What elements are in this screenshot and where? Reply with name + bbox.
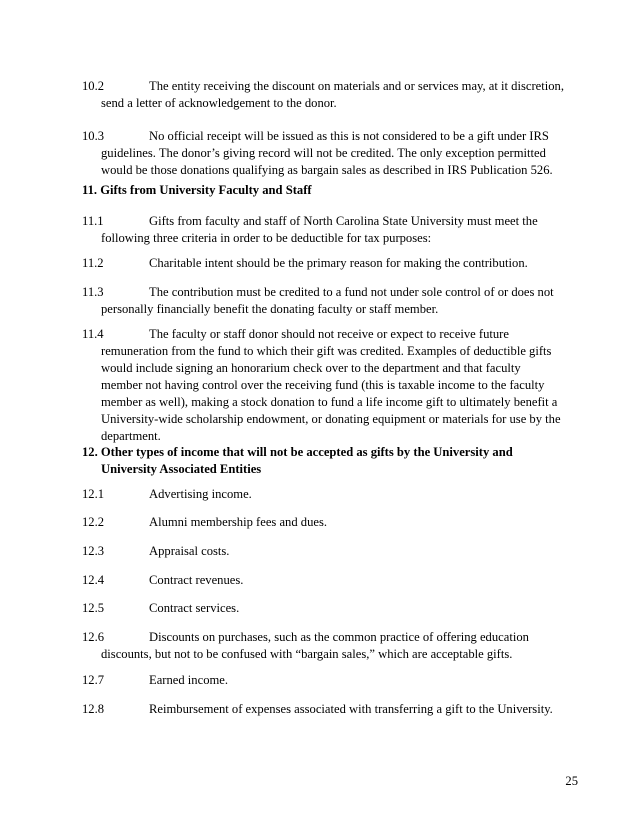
item-text: Appraisal costs.: [149, 544, 230, 558]
section-heading-text: 11. Gifts from University Faculty and Staff: [82, 183, 312, 197]
item-number: 11.4: [82, 327, 104, 341]
section-item-10-3: [82, 128, 582, 179]
item-text: Advertising income.: [149, 487, 252, 501]
section-item-12-1: [82, 486, 582, 503]
item-number: 12.1: [82, 487, 105, 501]
item-text-continued: would include signing an honorarium check over to the department and that faculty: [101, 361, 521, 375]
item-number: 11.1: [82, 214, 104, 228]
item-text: The contribution must be credited to a fund not under sole control of or does not: [149, 285, 554, 299]
item-text: Alumni membership fees and dues.: [149, 515, 328, 529]
section-item-12-3: [82, 543, 582, 560]
section-heading-12: [82, 444, 582, 478]
section-heading-text: 12. Other types of income that will not be accepted as gifts by the University and: [82, 445, 513, 459]
item-text-continued: personally financially benefit the donating faculty or staff member.: [101, 302, 439, 316]
item-text-continued: discounts, but not to be confused with “bargain sales,” which are acceptable gifts.: [101, 647, 513, 661]
item-number: 10.3: [82, 129, 105, 143]
item-text-continued: remuneration from the fund to which their gift was credited. Examples of deductible gifts: [101, 344, 552, 358]
item-text-continued: guidelines. The donor’s giving record will not be credited. The only exception permitted: [101, 146, 546, 160]
item-text: The entity receiving the discount on materials and or services may, at it discretion,: [149, 79, 564, 93]
page-number: 25: [565, 774, 578, 788]
item-text-continued: University-wide scholarship endowment, or donating equipment or materials for use by the: [101, 412, 561, 426]
section-item-11-4: [82, 326, 582, 445]
item-text: Gifts from faculty and staff of North Carolina State University must meet the: [149, 214, 538, 228]
section-heading-11: [82, 182, 582, 199]
section-item-12-5: [82, 600, 582, 617]
item-number: 12.5: [82, 601, 105, 615]
item-number: 10.2: [82, 79, 105, 93]
item-text-continued: send a letter of acknowledgement to the donor.: [101, 96, 337, 110]
section-item-12-4: [82, 572, 582, 589]
item-text-continued: member not having control over the receiving fund (this is taxable income to the faculty: [101, 378, 545, 392]
section-item-11-3: [82, 284, 582, 318]
item-number: 12.3: [82, 544, 105, 558]
section-item-10-2: [82, 78, 582, 112]
section-item-12-8: [82, 701, 582, 718]
section-item-11-2: [82, 255, 582, 272]
item-number: 12.4: [82, 573, 105, 587]
item-number: 12.6: [82, 630, 105, 644]
item-text: Contract services.: [149, 601, 240, 615]
section-item-11-1: [82, 213, 582, 247]
item-text-continued: following three criteria in order to be deductible for tax purposes:: [101, 231, 432, 245]
item-text: Discounts on purchases, such as the common practice of offering education: [149, 630, 529, 644]
section-item-12-2: [82, 514, 582, 531]
item-number: 12.2: [82, 515, 105, 529]
item-text: Earned income.: [149, 673, 229, 687]
item-number: 11.2: [82, 256, 104, 270]
item-text: Contract revenues.: [149, 573, 244, 587]
section-item-12-7: [82, 672, 582, 689]
item-number: 11.3: [82, 285, 104, 299]
item-text-continued: member as well), making a stock donation to fund a life income gift to ultimately benefit a: [101, 395, 558, 409]
item-text: The faculty or staff donor should not receive or expect to receive future: [149, 327, 509, 341]
item-text: Reimbursement of expenses associated with transferring a gift to the University.: [149, 702, 553, 716]
section-item-12-6: [82, 629, 582, 663]
section-heading-text-continued: University Associated Entities: [101, 462, 262, 476]
item-text-continued: would be those donations qualifying as bargain sales as described in IRS Publication 526.: [101, 163, 553, 177]
item-number: 12.8: [82, 702, 105, 716]
item-text: No official receipt will be issued as this is not considered to be a gift under IRS: [149, 129, 549, 143]
item-text: Charitable intent should be the primary reason for making the contribution.: [149, 256, 528, 270]
item-number: 12.7: [82, 673, 105, 687]
item-text-continued: department.: [101, 429, 161, 443]
